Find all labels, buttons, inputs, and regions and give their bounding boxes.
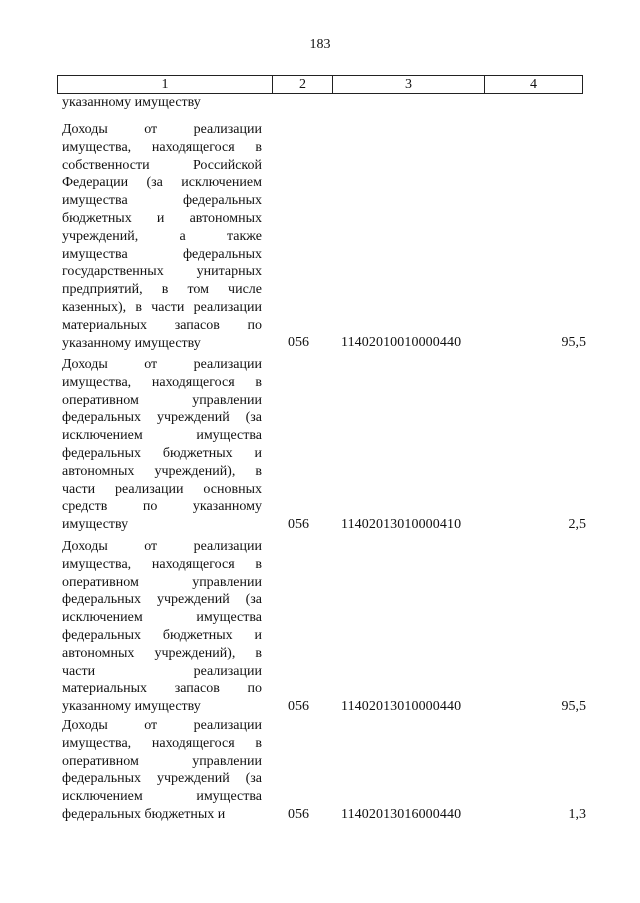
description-line: федеральных учреждений (за <box>62 592 262 608</box>
continuation-text: указанному имуществу <box>62 95 201 110</box>
table-header-row <box>57 75 583 94</box>
description-line: имущества федеральных <box>62 193 262 209</box>
description-line: имущества, находящегося в <box>62 374 262 390</box>
description-line: материальных запасов по <box>62 317 262 333</box>
description-line: имущества, находящегося в <box>62 735 262 751</box>
header-col-1: 1 <box>58 76 273 93</box>
description-line: федеральных бюджетных и <box>62 627 262 643</box>
header-col-3: 3 <box>333 76 485 93</box>
table-row-description <box>62 121 262 352</box>
description-line: Доходы от реализации <box>62 357 262 372</box>
description-line: федеральных бюджетных и <box>62 445 262 461</box>
table-row-description <box>62 538 262 716</box>
description-line: части реализации основных <box>62 481 262 497</box>
description-line: части реализации <box>62 663 262 679</box>
description-line: Федерации (за исключением <box>62 175 262 191</box>
row-kbk-code: 11402013010000440 <box>341 699 462 714</box>
description-line: государственных унитарных <box>62 264 262 280</box>
table-row-description <box>62 356 262 534</box>
description-line: исключением имущества <box>62 610 262 626</box>
row-amount: 1,3 <box>568 807 586 822</box>
header-col-4: 4 <box>530 77 537 92</box>
description-line: оперативном управлении <box>62 392 262 408</box>
description-line: бюджетных и автономных <box>62 210 262 226</box>
row-code: 056 <box>288 807 309 822</box>
row-code: 056 <box>288 517 309 532</box>
description-line: учреждений, а также <box>62 228 262 244</box>
description-line: имущества федеральных <box>62 246 262 262</box>
row-code: 056 <box>288 699 309 714</box>
row-kbk-code: 11402013010000410 <box>341 517 462 532</box>
description-line: федеральных учреждений (за <box>62 410 262 426</box>
description-line: федеральных учреждений (за <box>62 771 262 787</box>
description-line: исключением имущества <box>62 428 262 444</box>
row-amount: 2,5 <box>568 517 586 532</box>
description-line: имущества, находящегося в <box>62 139 262 155</box>
description-line: предприятий, в том числе <box>62 282 262 298</box>
header-col-2: 2 <box>273 76 333 93</box>
description-line: исключением имущества <box>62 789 262 805</box>
row-kbk-code: 11402010010000440 <box>341 335 462 350</box>
page-number: 183 <box>309 37 331 52</box>
description-line: федеральных бюджетных и <box>62 806 226 822</box>
description-line: Доходы от реализации <box>62 718 262 733</box>
row-kbk-code: 11402013016000440 <box>341 807 462 822</box>
description-line: казенных), в части реализации <box>62 299 262 315</box>
description-line: материальных запасов по <box>62 681 262 697</box>
row-amount: 95,5 <box>561 335 586 350</box>
description-line: автономных учреждений), в <box>62 645 262 661</box>
row-code: 056 <box>288 335 309 350</box>
description-line: имущества, находящегося в <box>62 556 262 572</box>
description-line: средств по указанному <box>62 499 262 515</box>
description-line: указанному имуществу <box>62 699 201 715</box>
description-line: оперативном управлении <box>62 753 262 769</box>
description-line: Доходы от реализации <box>62 122 262 137</box>
description-line: указанному имуществу <box>62 335 201 351</box>
table-row-description <box>62 717 262 824</box>
description-line: имуществу <box>62 517 129 533</box>
description-line: Доходы от реализации <box>62 539 262 554</box>
row-amount: 95,5 <box>561 699 586 714</box>
description-line: оперативном управлении <box>62 574 262 590</box>
description-line: собственности Российской <box>62 157 262 173</box>
description-line: автономных учреждений), в <box>62 463 262 479</box>
